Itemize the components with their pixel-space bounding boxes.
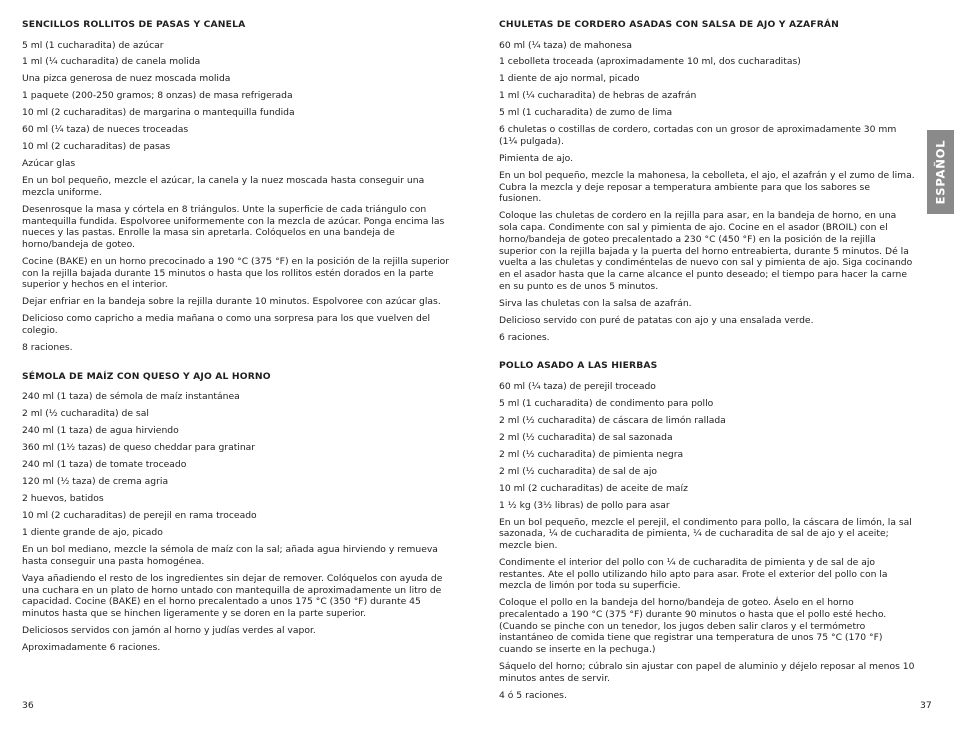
left-page-column: [22, 19, 454, 659]
language-tab: [927, 130, 954, 214]
recipe-line: En un bol pequeño, mezcle el azúcar, la canela y la nuez moscada hasta conseguir una mezcla uniforme.: [22, 175, 425, 199]
recipe-line: 1 diente grande de ajo, picado: [22, 527, 163, 539]
recipe-line: 6 raciones.: [499, 331, 550, 343]
recipe-line: Pimienta de ajo.: [499, 153, 573, 165]
recipe-title: POLLO ASADO A LAS HIERBAS: [499, 360, 658, 372]
page-number-left: 36: [22, 700, 34, 711]
recipe-line: 1 paquete (200-250 gramos; 8 onzas) de masa refrigerada: [22, 90, 293, 102]
recipe-line: En un bol pequeño, mezcle la mahonesa, la cebolleta, el ajo, el azafrán y el zumo de lima. Cubra la mezcla y deje reposar a temperatura ambiente para que los sabores se fusionen.: [499, 170, 915, 205]
recipe-line: 60 ml (¼ taza) de nueces troceadas: [22, 124, 189, 136]
recipe-line: Coloque el pollo en la bandeja del horno/bandeja de goteo. Áselo en el horno precalentado a 190 °C (375 °F) durante 90 minutos o hasta que el pollo esté hecho. (Cuando se pinche con un tenedor, los jugos deben salir claros y el termómetro instantáneo de comida tiene que registrar una temperatura de unos 75 °C (170 °F) cuando se inserte en la pechuga.): [499, 597, 887, 656]
recipe-line: Aproximadamente 6 raciones.: [22, 641, 161, 653]
recipe-line: 5 ml (1 cucharadita) de zumo de lima: [499, 107, 673, 119]
recipe-line: 6 chuletas o costillas de cordero, cortadas con un grosor de aproximadamente 30 mm (1¼ pulgada).: [499, 124, 897, 148]
recipe-line: Delicioso servido con puré de patatas con ajo y una ensalada verde.: [499, 314, 814, 326]
recipe-line: Dejar enfriar en la bandeja sobre la rejilla durante 10 minutos. Espolvoree con azúcar glas.: [22, 296, 441, 308]
recipe-title: SENCILLOS ROLLITOS DE PASAS Y CANELA: [22, 19, 246, 30]
recipe-line: Una pizca generosa de nuez moscada molida: [22, 73, 231, 85]
recipe-line: 240 ml (1 taza) de tomate troceado: [22, 459, 187, 471]
recipe-line: 60 ml (¼ taza) de mahonesa: [499, 39, 632, 51]
recipe-body: [499, 40, 915, 344]
recipe-line: 240 ml (1 taza) de agua hirviendo: [22, 425, 179, 437]
recipe-line: Sáquelo del horno; cúbralo sin ajustar con papel de aluminio y déjelo reposar al menos 10 minutos antes de servir.: [499, 661, 915, 684]
recipe-line: 2 ml (½ cucharadita) de sal de ajo: [499, 465, 658, 477]
recipe-line: 10 ml (2 cucharaditas) de aceite de maíz: [499, 482, 688, 494]
right-page-column: [499, 19, 915, 707]
page-number-right: 37: [920, 700, 932, 711]
recipe-line: En un bol mediano, mezcle la sémola de maíz con la sal; añada agua hirviendo y remueva hasta conseguir una pasta homogénea.: [22, 544, 438, 567]
language-tab-label: ESPAÑOL: [933, 139, 948, 205]
recipe-title: SÉMOLA DE MAÍZ CON QUESO Y AJO AL HORNO: [22, 370, 271, 382]
recipe-line: 1 ml (¼ cucharadita) de hebras de azafrán: [499, 90, 697, 102]
recipe-line: Delicioso como capricho a media mañana o como una sorpresa para los que vuelven del colegio.: [22, 313, 431, 337]
recipe-body: [22, 40, 454, 354]
recipe-herb-roast-chicken: [499, 360, 915, 701]
recipe-line: Sirva las chuletas con la salsa de azafrán.: [499, 297, 692, 309]
recipe-line: 10 ml (2 cucharaditas) de margarina o mantequilla fundida: [22, 107, 295, 119]
recipe-line: 8 raciones.: [22, 342, 73, 354]
recipe-line: 1 cebolleta troceada (aproximadamente 10 ml, dos cucharaditas): [499, 56, 801, 68]
recipe-line: 1 ml (¼ cucharadita) de canela molida: [22, 56, 201, 68]
recipe-line: Deliciosos servidos con jamón al horno y judías verdes al vapor.: [22, 624, 316, 636]
recipe-lamb-chops-saffron-sauce: [499, 19, 915, 343]
recipe-title: CHULETAS DE CORDERO ASADAS CON SALSA DE AJO Y AZAFRÁN: [499, 19, 840, 30]
recipe-line: En un bol pequeño, mezcle el perejil, el condimento para pollo, la cáscara de limón, la sal sazonada, ¼ de cucharadita de pimienta, ¼ de cucharadita de sal de ajo y el aceite; mezcle bien.: [499, 516, 912, 551]
recipe-cheese-garlic-grits: [22, 371, 454, 654]
recipe-line: 10 ml (2 cucharaditas) de perejil en rama troceado: [22, 510, 257, 522]
recipe-line: 1 ½ kg (3½ libras) de pollo para asar: [499, 499, 670, 511]
recipe-line: 5 ml (1 cucharadita) de condimento para pollo: [499, 397, 714, 409]
recipe-line: Desenrosque la masa y córtela en 8 triángulos. Unte la superficie de cada triángulo con mantequilla fundida. Espolvoree uniformemente con la mezcla de azúcar. Ponga encima las nueces y las pastas. Enrolle la masa sin apretarla. Colóquelos en una bandeja de horno/bandeja de goteo.: [22, 204, 445, 251]
recipe-cinnamon-raisin-rolls: [22, 19, 454, 354]
recipe-line: 2 huevos, batidos: [22, 493, 104, 505]
recipe-line: 4 ó 5 raciones.: [499, 689, 567, 701]
recipe-body: [22, 391, 454, 653]
recipe-line: 1 diente de ajo normal, picado: [499, 73, 640, 85]
recipe-line: Coloque las chuletas de cordero en la rejilla para asar, en la bandeja de horno, en una sola capa. Condimente con sal y pimienta de ajo. Cocine en el asador (BROIL) con el horno/bandeja de goteo precalentado a 230 °C (450 °F) en la posición de la rejilla superior con la rejilla bajada y la puerta del horno entreabierta, durante 5 minutos. Dé la vuelta a las chuletas y condiméntelas de nuevo con sal y pimienta de ajo. Siga cocinando en el asador hasta que la carne alcance el punto deseado; el tiempo para hacer la carne en su punto es de unos 5 minutos.: [499, 210, 913, 292]
recipe-line: Azúcar glas: [22, 158, 76, 170]
recipe-line: 120 ml (½ taza) de crema agria: [22, 476, 169, 488]
recipe-line: 360 ml (1½ tazas) de queso cheddar para gratinar: [22, 442, 256, 454]
recipe-line: Cocine (BAKE) en un horno precocinado a 190 °C (375 °F) en la posición de la rejilla superior con la rejilla bajada durante 15 minutos o hasta que los rollitos estén dorados en la parte superior y hechos en el interior.: [22, 256, 450, 291]
recipe-line: 2 ml (½ cucharadita) de sal: [22, 408, 149, 420]
recipe-line: 240 ml (1 taza) de sémola de maíz instantánea: [22, 391, 240, 403]
recipe-line: 5 ml (1 cucharadita) de azúcar: [22, 39, 164, 51]
recipe-line: Vaya añadiendo el resto de los ingredientes sin dejar de remover. Colóquelos con ayuda de una cuchara en un plato de horno untado con mantequilla de aproximadamente un litro de capacidad. Cocine (BAKE) en el horno precalentado a unos 175 °C (350 °F) durante 45 minutos hasta que se hinchen ligeramente y se doren en la parte superior.: [22, 572, 443, 619]
recipe-line: 2 ml (½ cucharadita) de pimienta negra: [499, 448, 684, 460]
recipe-line: 2 ml (½ cucharadita) de sal sazonada: [499, 431, 673, 443]
recipe-line: 10 ml (2 cucharaditas) de pasas: [22, 141, 171, 153]
recipe-line: 2 ml (½ cucharadita) de cáscara de limón rallada: [499, 414, 726, 426]
recipe-body: [499, 381, 915, 702]
recipe-line: 60 ml (¼ taza) de perejil troceado: [499, 380, 656, 392]
recipe-line: Condimente el interior del pollo con ¼ de cucharadita de pimienta y de sal de ajo restantes. Ate el pollo utilizando hilo apto para asar. Frote el exterior del pollo con la mezcla de limón por toda su superficie.: [499, 556, 888, 592]
